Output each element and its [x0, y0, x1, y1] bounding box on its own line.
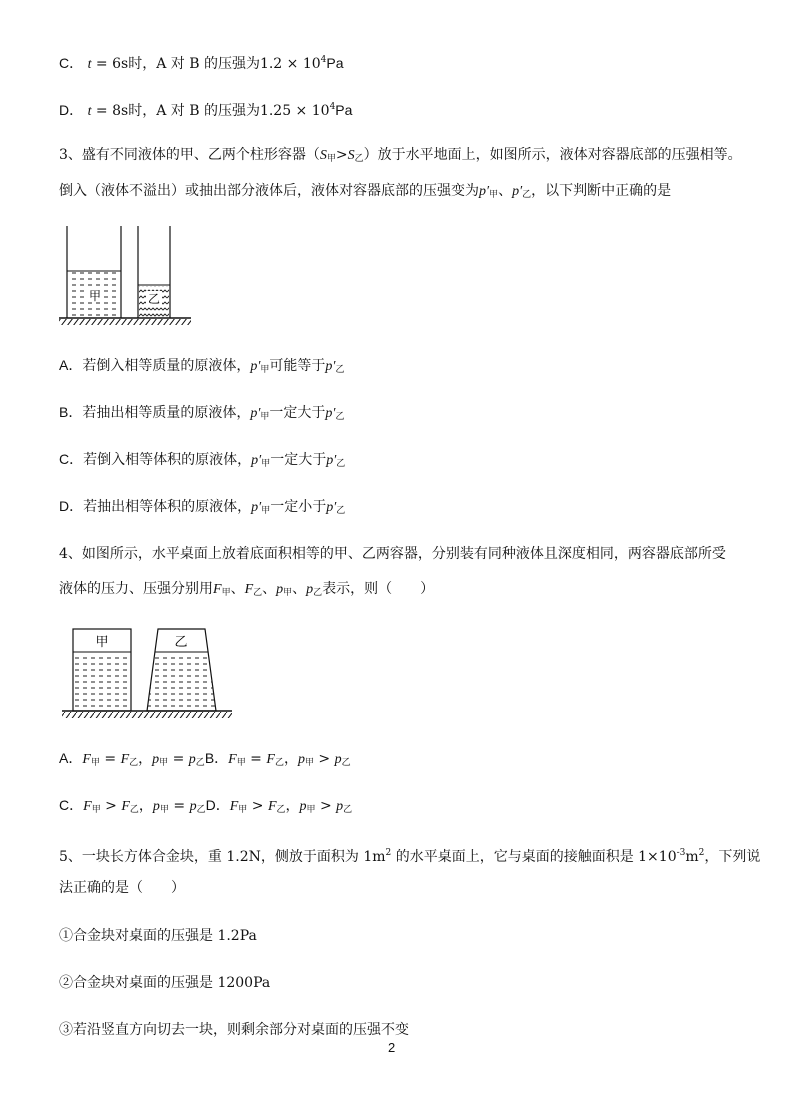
q5-stem-text: m — [685, 849, 699, 865]
q4-container-figure — [58, 625, 238, 721]
var-p: p′ — [250, 359, 261, 374]
option-text: = 6s时，A 对 B 的压强为1.2 × 10 — [91, 56, 321, 72]
option-c-prev — [59, 51, 344, 74]
q4-stem-text: 表示，则（ ） — [322, 581, 435, 597]
exponent: 4 — [320, 55, 327, 65]
var-s: S — [319, 148, 327, 163]
option-label-b: B． — [204, 750, 229, 766]
unit: Pa — [335, 102, 353, 118]
relation: 一定大于 — [270, 452, 327, 468]
q5-item-3 — [59, 1021, 409, 1039]
option-d-prev — [59, 98, 352, 121]
option-label-a: A． — [59, 750, 83, 766]
q3-stem-text: 3、盛有不同液体的甲、乙两个柱形容器（ — [59, 147, 320, 163]
subscript: 甲 — [260, 412, 270, 422]
subscript: 甲 — [261, 506, 271, 516]
q3-option-d — [59, 497, 345, 520]
subscript: 乙 — [335, 412, 345, 422]
option-label: D． — [59, 498, 84, 514]
option-label-c: C． — [59, 797, 84, 813]
gt-sign: > — [335, 147, 348, 163]
unit: Pa — [326, 55, 344, 71]
q5-stem-line2 — [59, 879, 185, 897]
option-label: C． — [59, 55, 84, 71]
option-label: C． — [59, 451, 84, 467]
var-s: S — [347, 148, 355, 163]
q3-container-figure — [55, 222, 195, 328]
var-p: p′ — [251, 500, 262, 515]
label-jia: 甲 — [88, 289, 102, 303]
q3-stem-text: ，以下判断中正确的是 — [531, 183, 672, 199]
var-t: t — [87, 104, 92, 119]
subscript: 乙 — [354, 154, 364, 164]
subscript: 甲 — [326, 154, 336, 164]
ground-hatch — [59, 319, 191, 325]
label-jia: 甲 — [95, 635, 109, 650]
q5-item-text: ②合金块对桌面的压强是 1200Pa — [59, 975, 271, 991]
q4-stem-line2: 液体的压力、压强分别用$F_甲$、$F_乙$、$p_甲$、$p_乙$表示，则（ ） — [59, 581, 435, 598]
label-yi: 乙 — [147, 292, 161, 306]
q5-stem-text: ，下列说 — [704, 849, 761, 865]
exponent: 4 — [329, 102, 336, 112]
q4-stem-text: 液体的压力、压强分别用 — [59, 581, 213, 597]
option-text: 若倒入相等质量的原液体， — [82, 358, 251, 374]
q3-option-a — [59, 356, 345, 379]
label-yi: 乙 — [174, 635, 188, 650]
superscript: 2 — [698, 848, 705, 858]
subscript: 甲 — [261, 459, 271, 469]
subscript: 甲 — [489, 190, 499, 200]
subscript: 乙 — [336, 459, 346, 469]
relation: 可能等于 — [269, 358, 326, 374]
relation: 一定小于 — [270, 499, 327, 515]
q3-stem-line2: 倒入（液体不溢出）或抽出部分液体后，液体对容器底部的压强变为$p'_甲$、$p'_乙$，以下判断中正确的是 — [59, 183, 672, 200]
q5-stem-line1 — [59, 844, 760, 866]
relation: 一定大于 — [269, 405, 326, 421]
var-p: p′ — [326, 453, 337, 468]
q5-stem-text: 5、一块长方体合金块，重 1.2N，侧放于面积为 1m — [59, 849, 386, 865]
var-p: p′ — [479, 184, 490, 199]
var-p: p′ — [250, 406, 261, 421]
option-label: D． — [59, 102, 84, 118]
var-p: p′ — [512, 184, 523, 199]
subscript: 甲 — [260, 365, 270, 375]
superscript: -3 — [676, 848, 686, 858]
page-number: 2 — [388, 1040, 396, 1055]
var-t: t — [87, 57, 92, 72]
q4-options-cd: C．$F_甲 > F_乙$，$p_甲 = p_乙D$．$F_甲 > F_乙$，$p_甲 > p_乙$ — [59, 797, 353, 815]
q5-item-2 — [59, 974, 270, 992]
q4-stem-text: 4、如图所示，水平桌面上放着底面积相等的甲、乙两容器，分别装有同种液体且深度相同，两容器底部所受 — [59, 546, 726, 562]
q5-item-text: ①合金块对桌面的压强是 1.2Pa — [59, 928, 257, 944]
q4-options-ab: A．$F_甲 = F_乙$，$p_甲 = p_乙B$．$F_甲 = F_乙$，$p_甲 > p_乙$ — [59, 750, 351, 768]
q5-item-1 — [59, 927, 257, 945]
q5-item-text: ③若沿竖直方向切去一块，则剩余部分对桌面的压强不变 — [59, 1022, 409, 1038]
option-label: B． — [59, 404, 83, 420]
q5-stem-text: 法正确的是（ ） — [59, 880, 185, 896]
q3-stem-line1 — [59, 146, 742, 168]
option-text: 若抽出相等质量的原液体， — [82, 405, 251, 421]
q3-stem-text: 倒入（液体不溢出）或抽出部分液体后，液体对容器底部的压强变为 — [59, 183, 479, 199]
var-p: p′ — [326, 500, 337, 515]
var-p: p′ — [251, 453, 262, 468]
var-p: p′ — [325, 359, 336, 374]
option-label-d: D． — [205, 797, 230, 813]
option-label: A． — [59, 357, 83, 373]
q3-option-c — [59, 450, 345, 473]
option-text: 若倒入相等体积的原液体， — [83, 452, 252, 468]
container-jia — [67, 226, 121, 318]
subscript: 乙 — [335, 365, 345, 375]
q3-option-b — [59, 403, 345, 426]
q4-stem-line1 — [59, 545, 726, 563]
q3-stem-text: ）放于水平地面上，如图所示，液体对容器底部的压强相等。 — [363, 147, 742, 163]
subscript: 乙 — [522, 190, 532, 200]
q5-stem-text: 的水平桌面上，它与桌面的接触面积是 1×10 — [391, 849, 677, 865]
superscript: 2 — [385, 848, 392, 858]
var-p: p′ — [325, 406, 336, 421]
option-text: = 8s时，A 对 B 的压强为1.25 × 10 — [91, 103, 330, 119]
ground-hatch — [62, 712, 232, 718]
option-text: 若抽出相等体积的原液体， — [83, 499, 252, 515]
subscript: 乙 — [336, 506, 346, 516]
